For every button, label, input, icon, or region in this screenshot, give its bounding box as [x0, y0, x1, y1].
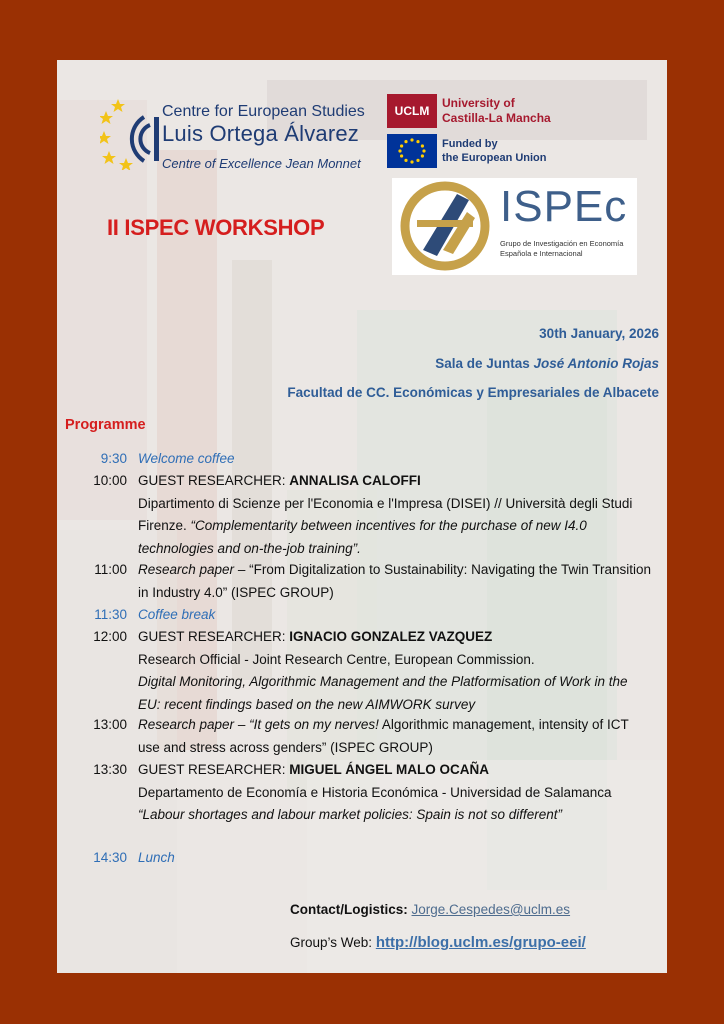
session-body [138, 759, 653, 827]
session-time: 13:30 [93, 762, 127, 777]
venue-prefix: Sala de Juntas [435, 356, 534, 371]
session-text: Lunch [138, 850, 175, 865]
session-time: 9:30 [100, 451, 127, 466]
event-date: 30th January, 2026 [539, 326, 659, 341]
session-text: Welcome coffee [138, 451, 235, 466]
ispec-sub-line1: Grupo de Investigación en Economía [500, 239, 624, 248]
contact-label: Contact/Logistics: [290, 902, 408, 917]
talk-title-italic: “It gets on my nerves! [249, 717, 379, 732]
cfes-line1: Centre for European Studies [162, 103, 365, 120]
session-separator: – [234, 562, 250, 577]
session-kind: Research paper [138, 717, 235, 732]
web-label: Group’s Web: [290, 935, 373, 950]
uclm-line2: Castilla-La Mancha [442, 111, 551, 125]
talk-title: “Complementarity between incentives for the purchase of new I4.0 technologies and on-the-job training”. [138, 518, 587, 556]
session-time: 11:00 [94, 562, 127, 577]
poster-sheet [57, 60, 667, 973]
session-text: Coffee break [138, 607, 216, 622]
guest-name: IGNACIO GONZALEZ VAZQUEZ [289, 629, 493, 644]
session-time: 11:30 [94, 607, 127, 622]
ispec-emblem-icon [395, 180, 495, 272]
venue-name: José Antonio Rojas [533, 356, 659, 371]
event-venue [435, 356, 659, 371]
ispec-logo-text: ISPEc [500, 182, 628, 231]
guest-affiliation: Research Official - Joint Research Centre, European Commission. [138, 651, 535, 667]
uclm-line1: University of [442, 96, 515, 110]
session-body [138, 470, 653, 560]
guest-name: MIGUEL ÁNGEL MALO OCAÑA [289, 762, 490, 777]
guest-label: GUEST RESEARCHER: [138, 762, 290, 777]
session-separator: – [234, 717, 250, 732]
session-time: 12:00 [93, 629, 127, 644]
ispec-sub-line2: Española e Internacional [500, 249, 583, 258]
uclm-logo [387, 94, 437, 128]
ispec-subtitle [500, 239, 635, 259]
contact-line [290, 902, 570, 917]
guest-name: ANNALISA CALOFFI [289, 473, 421, 488]
session-time: 10:00 [93, 473, 127, 488]
eu-funding-text [442, 137, 547, 165]
workshop-title: II ISPEC WORKSHOP [107, 215, 325, 240]
web-line [290, 934, 586, 951]
session-time: 13:00 [93, 717, 127, 732]
talk-title: “Labour shortages and labour market policies: Spain is not so different” [138, 807, 562, 822]
eu-flag-icon [387, 134, 437, 168]
cfes-line3: Centre of Excellence Jean Monnet [162, 156, 361, 171]
eu-line1: Funded by [442, 138, 498, 150]
talk-title: Digital Monitoring, Algorithmic Management and the Platformisation of Work in the EU: recent findings based on the new AIMWORK survey [138, 674, 628, 712]
session-kind: Research paper [138, 562, 235, 577]
event-faculty: Facultad de CC. Económicas y Empresariales de Albacete [287, 385, 659, 400]
programme-heading: Programme [65, 417, 146, 433]
group-web-link[interactable]: http://blog.uclm.es/grupo-eei/ [375, 934, 586, 951]
session-body [138, 626, 653, 716]
uclm-name [442, 96, 551, 126]
guest-label: GUEST RESEARCHER: [138, 473, 290, 488]
session-body [138, 714, 653, 759]
guest-label: GUEST RESEARCHER: [138, 629, 290, 644]
session-text: Algorithmic management, intensity of ICT use and stress across genders” (ISPEC GROUP) [138, 717, 629, 755]
poster-content [57, 60, 667, 973]
session-text: “From Digitalization to Sustainability: Navigating the Twin Transition in Industry 4.0” (ISPEC GROUP) [138, 562, 652, 600]
uclm-badge-text: UCLM [394, 104, 430, 118]
session-time: 14:30 [93, 850, 127, 865]
guest-affiliation: Departamento de Economía e Historia Económica - Universidad de Salamanca [138, 784, 612, 800]
jean-monnet-stars-logo [100, 95, 160, 170]
cfes-line2: Luis Ortega Álvarez [162, 121, 359, 146]
eu-line2: the European Union [442, 152, 547, 164]
session-body [138, 559, 653, 604]
guest-affiliation: Dipartimento di Scienze per l'Economia e l'Impresa (DISEI) // Università degli Studi Firenze. [138, 495, 633, 533]
contact-email-link[interactable]: Jorge.Cespedes@uclm.es [411, 902, 571, 917]
